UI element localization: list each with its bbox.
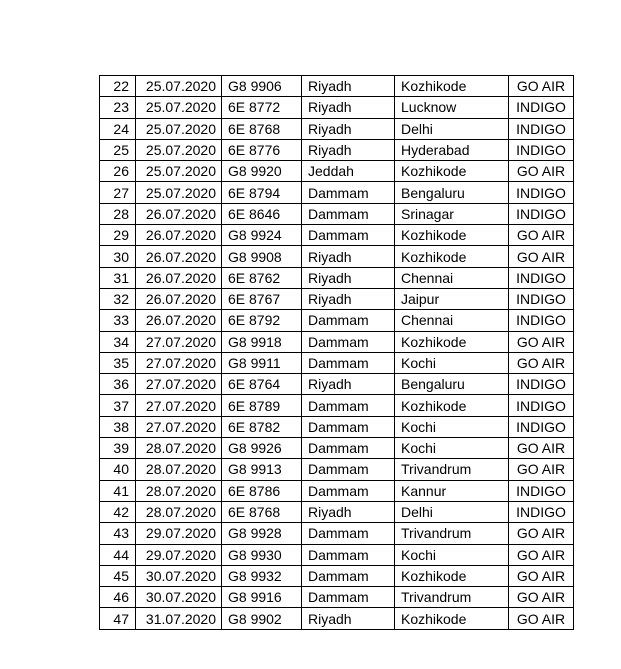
flight-number-cell: G8 9930 (222, 544, 302, 565)
serial-number-cell: 42 (100, 501, 136, 522)
airline-cell: GO AIR (509, 438, 574, 459)
origin-cell: Dammam (302, 459, 395, 480)
table-row (100, 97, 574, 118)
destination-cell: Srinagar (395, 203, 509, 224)
flight-rows (100, 76, 574, 630)
date-cell: 29.07.2020 (136, 544, 222, 565)
table-row (100, 331, 574, 352)
origin-cell: Dammam (302, 352, 395, 373)
serial-number-cell: 22 (100, 76, 136, 97)
serial-number-cell: 25 (100, 139, 136, 160)
serial-number-cell: 38 (100, 416, 136, 437)
origin-cell: Dammam (302, 225, 395, 246)
table-row (100, 416, 574, 437)
table-row (100, 438, 574, 459)
serial-number-cell: 28 (100, 203, 136, 224)
serial-number-cell: 47 (100, 608, 136, 629)
flight-number-cell: G8 9902 (222, 608, 302, 629)
serial-number-cell: 39 (100, 438, 136, 459)
serial-number-cell: 33 (100, 310, 136, 331)
serial-number-cell: 31 (100, 267, 136, 288)
flight-number-cell: G8 9926 (222, 438, 302, 459)
airline-cell: GO AIR (509, 331, 574, 352)
destination-cell: Delhi (395, 501, 509, 522)
serial-number-cell: 40 (100, 459, 136, 480)
destination-cell: Kozhikode (395, 225, 509, 246)
airline-cell: GO AIR (509, 161, 574, 182)
date-cell: 26.07.2020 (136, 203, 222, 224)
date-cell: 28.07.2020 (136, 480, 222, 501)
serial-number-cell: 26 (100, 161, 136, 182)
origin-cell: Dammam (302, 416, 395, 437)
origin-cell: Dammam (302, 203, 395, 224)
flight-schedule-table (99, 75, 574, 630)
date-cell: 25.07.2020 (136, 97, 222, 118)
flight-number-cell: 6E 8789 (222, 395, 302, 416)
serial-number-cell: 36 (100, 374, 136, 395)
origin-cell: Dammam (302, 182, 395, 203)
date-cell: 30.07.2020 (136, 587, 222, 608)
date-cell: 27.07.2020 (136, 352, 222, 373)
flight-number-cell: G8 9928 (222, 523, 302, 544)
origin-cell: Riyadh (302, 608, 395, 629)
flight-number-cell: G8 9916 (222, 587, 302, 608)
flight-number-cell: 6E 8768 (222, 501, 302, 522)
airline-cell: GO AIR (509, 76, 574, 97)
table-row (100, 501, 574, 522)
origin-cell: Dammam (302, 438, 395, 459)
date-cell: 26.07.2020 (136, 246, 222, 267)
table-row (100, 267, 574, 288)
destination-cell: Bengaluru (395, 182, 509, 203)
destination-cell: Jaipur (395, 288, 509, 309)
table-row (100, 161, 574, 182)
flight-number-cell: G8 9924 (222, 225, 302, 246)
date-cell: 26.07.2020 (136, 310, 222, 331)
destination-cell: Kozhikode (395, 608, 509, 629)
origin-cell: Dammam (302, 331, 395, 352)
table-row (100, 203, 574, 224)
airline-cell: INDIGO (509, 395, 574, 416)
destination-cell: Chennai (395, 267, 509, 288)
airline-cell: GO AIR (509, 587, 574, 608)
table-row (100, 544, 574, 565)
date-cell: 28.07.2020 (136, 501, 222, 522)
origin-cell: Riyadh (302, 97, 395, 118)
date-cell: 26.07.2020 (136, 225, 222, 246)
table-row (100, 395, 574, 416)
date-cell: 28.07.2020 (136, 438, 222, 459)
serial-number-cell: 44 (100, 544, 136, 565)
flight-number-cell: 6E 8782 (222, 416, 302, 437)
flight-number-cell: 6E 8776 (222, 139, 302, 160)
date-cell: 26.07.2020 (136, 267, 222, 288)
table-row (100, 246, 574, 267)
flight-number-cell: 6E 8794 (222, 182, 302, 203)
serial-number-cell: 30 (100, 246, 136, 267)
date-cell: 27.07.2020 (136, 331, 222, 352)
date-cell: 25.07.2020 (136, 76, 222, 97)
serial-number-cell: 46 (100, 587, 136, 608)
destination-cell: Delhi (395, 118, 509, 139)
date-cell: 25.07.2020 (136, 182, 222, 203)
flight-number-cell: 6E 8768 (222, 118, 302, 139)
serial-number-cell: 27 (100, 182, 136, 203)
table-row (100, 288, 574, 309)
destination-cell: Trivandrum (395, 459, 509, 480)
flight-number-cell: 6E 8772 (222, 97, 302, 118)
date-cell: 27.07.2020 (136, 374, 222, 395)
date-cell: 28.07.2020 (136, 459, 222, 480)
date-cell: 31.07.2020 (136, 608, 222, 629)
serial-number-cell: 45 (100, 565, 136, 586)
serial-number-cell: 43 (100, 523, 136, 544)
date-cell: 25.07.2020 (136, 161, 222, 182)
date-cell: 27.07.2020 (136, 416, 222, 437)
table-row (100, 587, 574, 608)
table-row (100, 374, 574, 395)
flight-number-cell: G8 9932 (222, 565, 302, 586)
flight-number-cell: G8 9913 (222, 459, 302, 480)
destination-cell: Trivandrum (395, 587, 509, 608)
date-cell: 25.07.2020 (136, 118, 222, 139)
airline-cell: INDIGO (509, 203, 574, 224)
date-cell: 27.07.2020 (136, 395, 222, 416)
origin-cell: Dammam (302, 480, 395, 501)
table-row (100, 459, 574, 480)
table-row (100, 352, 574, 373)
origin-cell: Riyadh (302, 118, 395, 139)
serial-number-cell: 23 (100, 97, 136, 118)
flight-number-cell: 6E 8764 (222, 374, 302, 395)
date-cell: 29.07.2020 (136, 523, 222, 544)
table-row (100, 118, 574, 139)
serial-number-cell: 32 (100, 288, 136, 309)
destination-cell: Kochi (395, 544, 509, 565)
table-row (100, 565, 574, 586)
table-row (100, 182, 574, 203)
destination-cell: Kochi (395, 352, 509, 373)
destination-cell: Bengaluru (395, 374, 509, 395)
airline-cell: GO AIR (509, 523, 574, 544)
date-cell: 26.07.2020 (136, 288, 222, 309)
destination-cell: Kozhikode (395, 161, 509, 182)
date-cell: 30.07.2020 (136, 565, 222, 586)
origin-cell: Riyadh (302, 288, 395, 309)
airline-cell: INDIGO (509, 480, 574, 501)
airline-cell: GO AIR (509, 352, 574, 373)
airline-cell: INDIGO (509, 501, 574, 522)
destination-cell: Kozhikode (395, 395, 509, 416)
table-row (100, 480, 574, 501)
destination-cell: Kozhikode (395, 246, 509, 267)
origin-cell: Dammam (302, 544, 395, 565)
flight-number-cell: G8 9908 (222, 246, 302, 267)
flight-number-cell: 6E 8786 (222, 480, 302, 501)
table-row (100, 139, 574, 160)
destination-cell: Kozhikode (395, 331, 509, 352)
flight-number-cell: 6E 8792 (222, 310, 302, 331)
origin-cell: Jeddah (302, 161, 395, 182)
destination-cell: Kannur (395, 480, 509, 501)
serial-number-cell: 34 (100, 331, 136, 352)
flight-number-cell: G8 9920 (222, 161, 302, 182)
airline-cell: INDIGO (509, 374, 574, 395)
serial-number-cell: 37 (100, 395, 136, 416)
airline-cell: INDIGO (509, 97, 574, 118)
airline-cell: INDIGO (509, 118, 574, 139)
airline-cell: GO AIR (509, 565, 574, 586)
destination-cell: Lucknow (395, 97, 509, 118)
table-row (100, 523, 574, 544)
airline-cell: GO AIR (509, 225, 574, 246)
origin-cell: Riyadh (302, 139, 395, 160)
origin-cell: Riyadh (302, 267, 395, 288)
flight-number-cell: 6E 8762 (222, 267, 302, 288)
airline-cell: GO AIR (509, 459, 574, 480)
destination-cell: Kozhikode (395, 76, 509, 97)
destination-cell: Trivandrum (395, 523, 509, 544)
table-row (100, 225, 574, 246)
origin-cell: Dammam (302, 395, 395, 416)
flight-number-cell: G8 9906 (222, 76, 302, 97)
table-row (100, 76, 574, 97)
airline-cell: INDIGO (509, 139, 574, 160)
destination-cell: Kochi (395, 416, 509, 437)
origin-cell: Riyadh (302, 374, 395, 395)
serial-number-cell: 24 (100, 118, 136, 139)
destination-cell: Kochi (395, 438, 509, 459)
airline-cell: GO AIR (509, 608, 574, 629)
origin-cell: Dammam (302, 523, 395, 544)
serial-number-cell: 35 (100, 352, 136, 373)
flight-number-cell: 6E 8767 (222, 288, 302, 309)
origin-cell: Dammam (302, 587, 395, 608)
origin-cell: Riyadh (302, 76, 395, 97)
flight-number-cell: G8 9918 (222, 331, 302, 352)
airline-cell: GO AIR (509, 246, 574, 267)
destination-cell: Kozhikode (395, 565, 509, 586)
flight-schedule-page (99, 75, 574, 630)
date-cell: 25.07.2020 (136, 139, 222, 160)
airline-cell: INDIGO (509, 267, 574, 288)
origin-cell: Dammam (302, 310, 395, 331)
airline-cell: INDIGO (509, 416, 574, 437)
origin-cell: Dammam (302, 565, 395, 586)
origin-cell: Riyadh (302, 246, 395, 267)
table-row (100, 608, 574, 629)
origin-cell: Riyadh (302, 501, 395, 522)
flight-number-cell: G8 9911 (222, 352, 302, 373)
destination-cell: Hyderabad (395, 139, 509, 160)
serial-number-cell: 41 (100, 480, 136, 501)
destination-cell: Chennai (395, 310, 509, 331)
airline-cell: GO AIR (509, 544, 574, 565)
flight-number-cell: 6E 8646 (222, 203, 302, 224)
airline-cell: INDIGO (509, 288, 574, 309)
table-row (100, 310, 574, 331)
serial-number-cell: 29 (100, 225, 136, 246)
airline-cell: INDIGO (509, 182, 574, 203)
airline-cell: INDIGO (509, 310, 574, 331)
